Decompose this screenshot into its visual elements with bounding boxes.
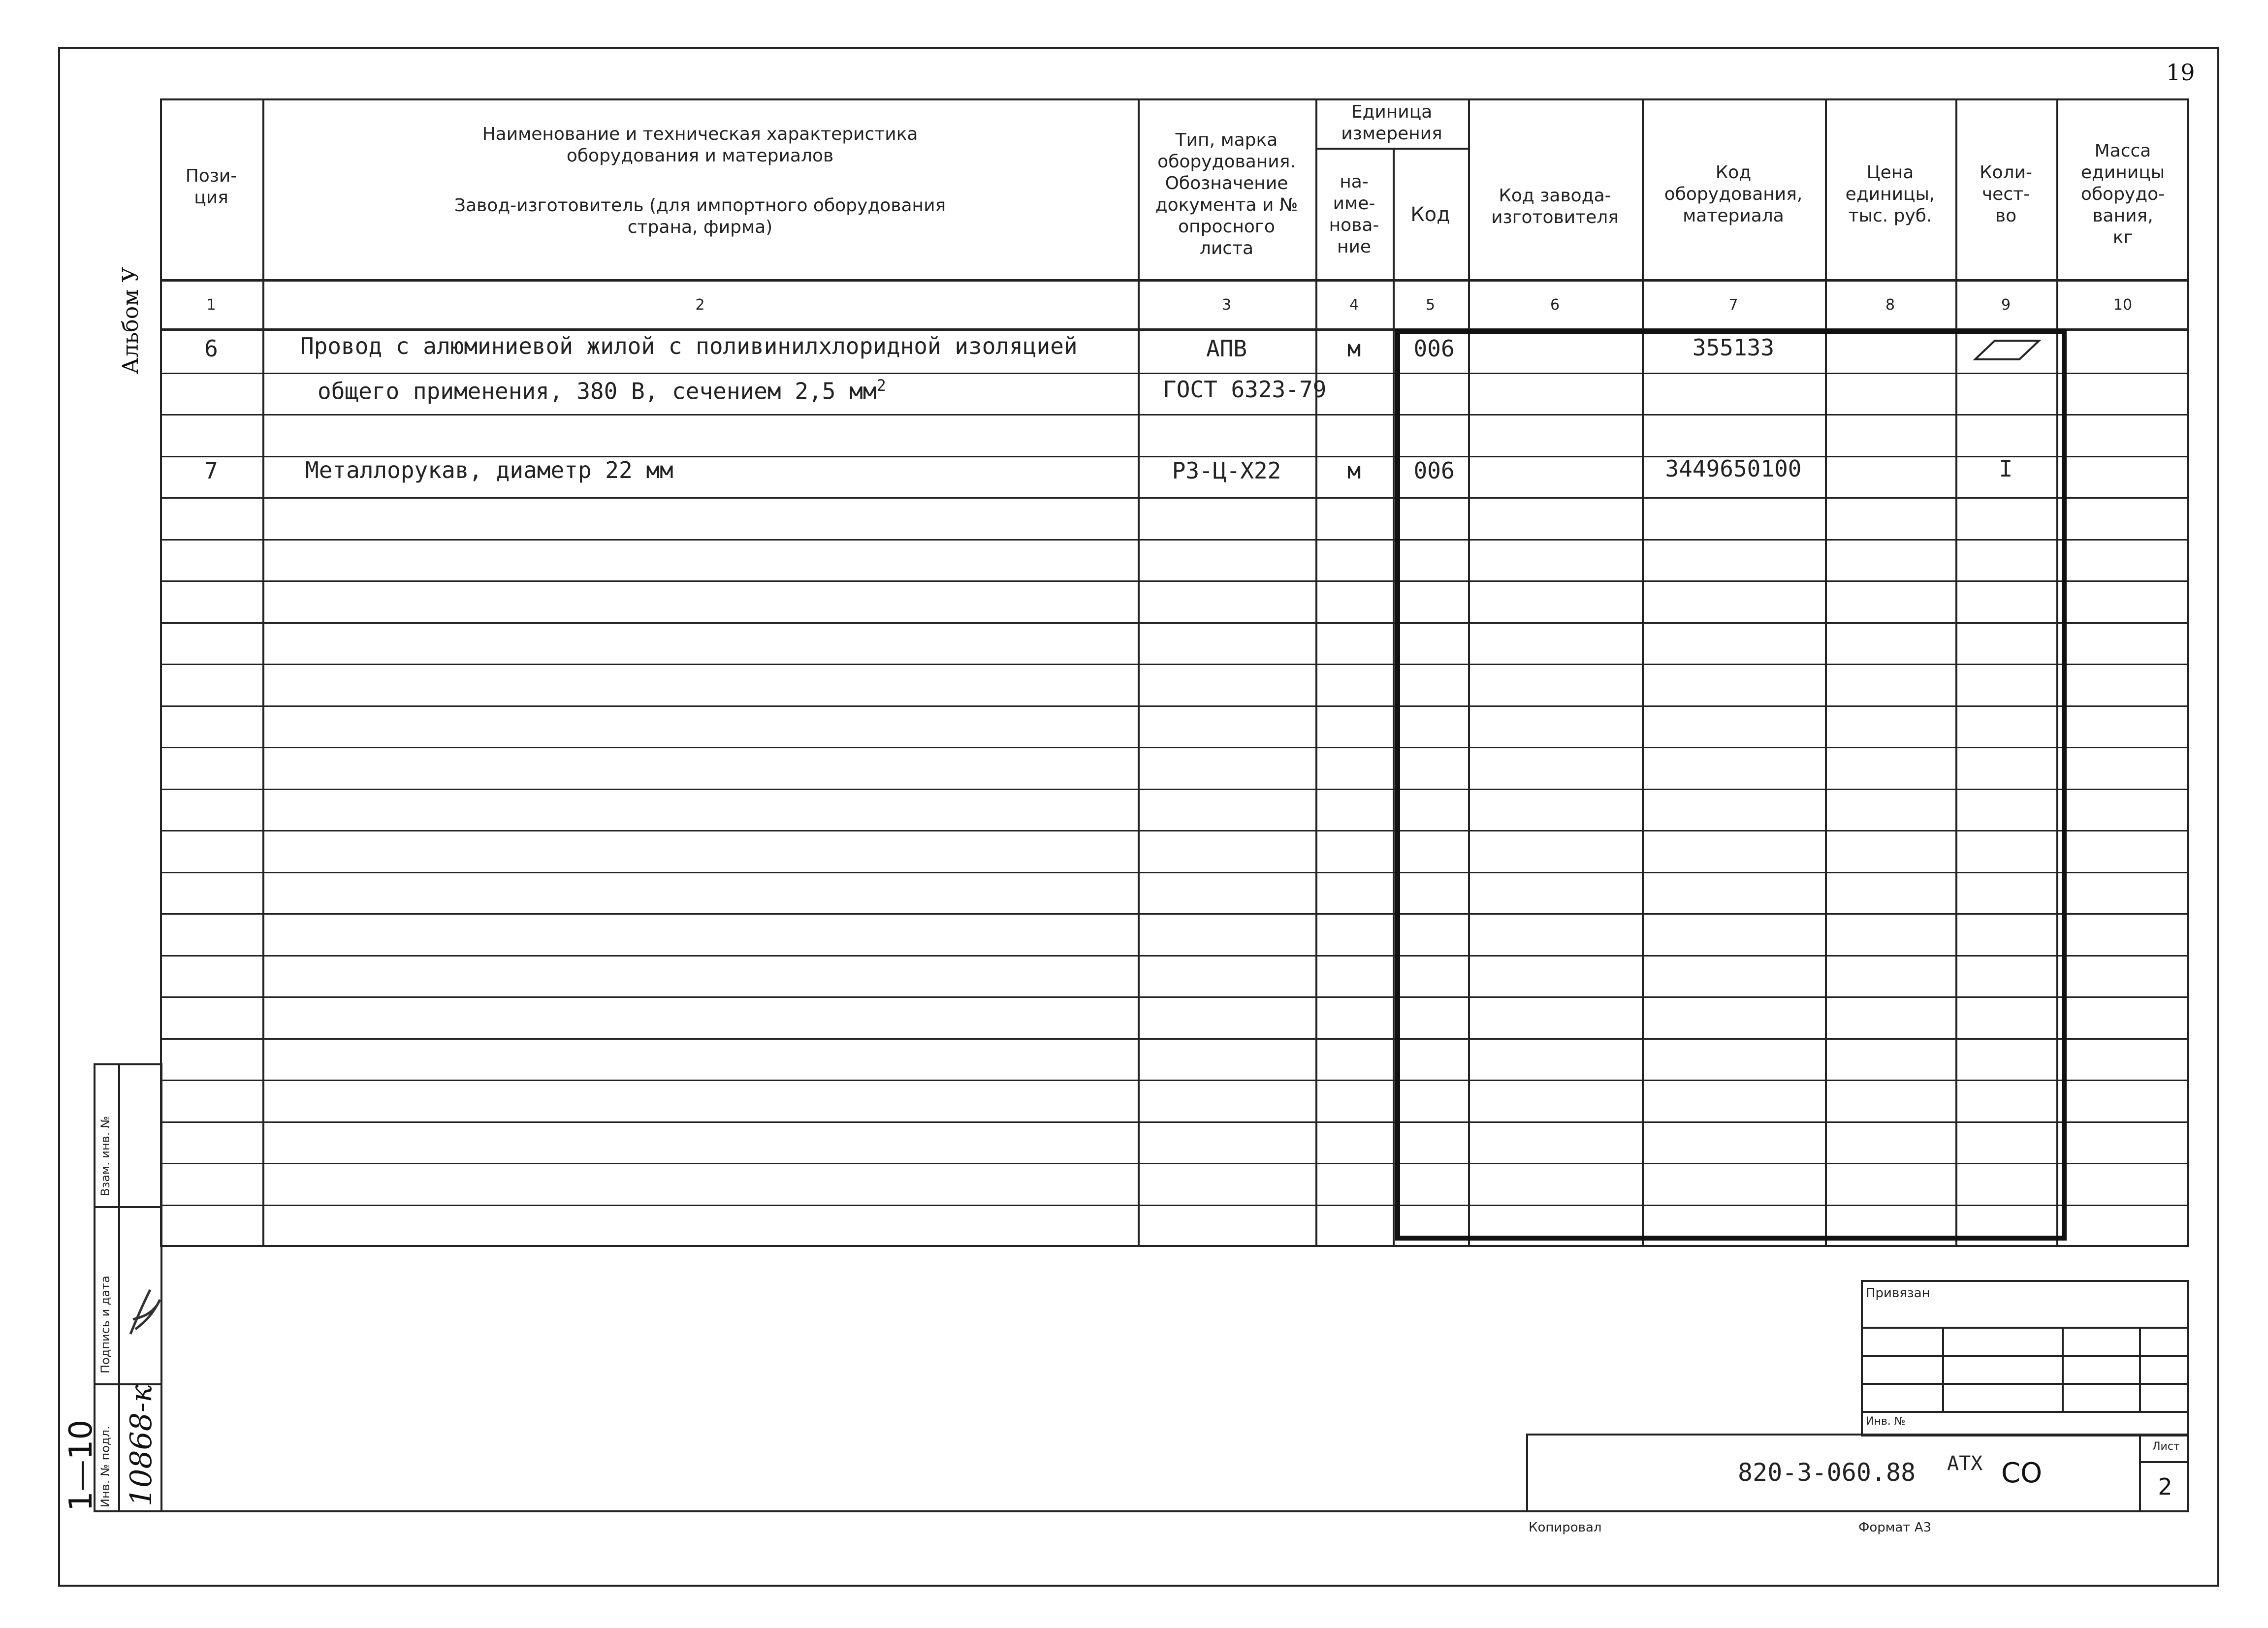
colnum-5: 5 bbox=[1425, 296, 1436, 314]
colnum-3: 3 bbox=[1221, 296, 1232, 314]
colnum-8: 8 bbox=[1885, 296, 1895, 314]
header-material-code-text: Код оборудования, материала bbox=[1664, 162, 1803, 226]
footer-format: Формат А3 bbox=[1858, 1520, 1932, 1535]
row2-name-superscript: 2 bbox=[876, 376, 886, 395]
signature-mark bbox=[121, 1280, 165, 1349]
side-stamp-divider bbox=[118, 1063, 120, 1512]
row3-material-code: 3449650100 bbox=[1665, 455, 1802, 482]
header-unit-code-text: Код bbox=[1410, 203, 1450, 226]
header-unit-group bbox=[1315, 98, 1468, 148]
header-type-text: Тип, марка оборудования. Обозначение документа и № опросного листа bbox=[1155, 130, 1298, 258]
sheet-number: 19 bbox=[2166, 59, 2195, 86]
colnum-9: 9 bbox=[2001, 296, 2011, 314]
header-quantity bbox=[1955, 138, 2056, 251]
header-unit-name-text: на- име- нова- ние bbox=[1329, 172, 1379, 257]
side-inv-label: Инв. № подл. bbox=[98, 1426, 112, 1507]
row3-quantity: I bbox=[1999, 455, 2013, 482]
privyazan-vsep-1 bbox=[1942, 1327, 1944, 1411]
side-sign-label: Подпись и дата bbox=[98, 1276, 112, 1373]
row1-code: 006 bbox=[1413, 335, 1455, 362]
row1-type: АПВ bbox=[1206, 335, 1247, 362]
header-quantity-text: Коли- чест- во bbox=[1980, 162, 2032, 226]
header-material-code bbox=[1642, 138, 1825, 251]
side-sheet-code: 1—10 bbox=[63, 1419, 99, 1511]
header-price bbox=[1825, 138, 1955, 251]
privyazan-label: Привязан bbox=[1866, 1286, 1930, 1301]
header-factory-code bbox=[1468, 148, 1642, 266]
row2-name-text: общего применения, 380 В, сечением 2,5 мм bbox=[318, 378, 877, 405]
header-name-1 bbox=[262, 118, 1138, 172]
row1-name: Провод с алюминиевой жилой с поливинилхлоридной изоляцией bbox=[300, 333, 1078, 359]
side-vzam-label: Взам. инв. № bbox=[98, 1116, 112, 1196]
header-name-text-1: Наименование и техническая характеристика оборудования и материалов bbox=[482, 124, 918, 166]
designation: 820-3-060.88 bbox=[1738, 1458, 1916, 1487]
unit-group-rule bbox=[1315, 148, 1468, 150]
side-inv-value: 10868-к bbox=[124, 1385, 159, 1506]
row3-position: 7 bbox=[204, 457, 218, 484]
colnum-7: 7 bbox=[1728, 296, 1738, 314]
colnum-2: 2 bbox=[695, 296, 705, 314]
col-sep-1 bbox=[262, 98, 264, 1247]
colnum-6: 6 bbox=[1550, 296, 1560, 314]
header-mass bbox=[2056, 113, 2189, 276]
list-value: 2 bbox=[2158, 1473, 2172, 1500]
quantity-mark bbox=[1955, 331, 2056, 366]
header-type bbox=[1138, 113, 1315, 276]
row3-code: 006 bbox=[1413, 457, 1455, 484]
header-unit-code bbox=[1393, 150, 1468, 279]
header-unit-name bbox=[1315, 150, 1393, 279]
footer-copied: Копировал bbox=[1529, 1520, 1602, 1535]
row3-unit: м bbox=[1347, 457, 1361, 484]
row1-position: 6 bbox=[204, 335, 218, 362]
header-position-text: Пози- ция bbox=[185, 166, 237, 208]
privyazan-vsep-2 bbox=[2062, 1327, 2064, 1411]
header-mass-text: Масса единицы оборудо- вания, кг bbox=[2080, 141, 2165, 248]
header-name-text-2: Завод-изготовитель (для импортного оборудования страна, фирма) bbox=[454, 195, 946, 237]
colnum-10: 10 bbox=[2113, 296, 2133, 314]
side-stamp-rule-1 bbox=[94, 1206, 162, 1208]
designation-suffix: АТХ bbox=[1947, 1452, 1983, 1475]
privyazan-vsep-3 bbox=[2139, 1327, 2141, 1411]
header-name-2 bbox=[262, 190, 1138, 244]
privyazan-rule-4 bbox=[1861, 1411, 2189, 1413]
row3-type: Р3-Ц-Х22 bbox=[1172, 457, 1281, 484]
colnum-4: 4 bbox=[1349, 296, 1359, 314]
list-label: Лист bbox=[2152, 1440, 2180, 1453]
header-price-text: Цена единицы, тыс. руб. bbox=[1845, 162, 1935, 226]
row1-material-code: 355133 bbox=[1692, 334, 1775, 361]
header-position bbox=[160, 148, 262, 226]
row2-name bbox=[318, 376, 886, 404]
designation-co: СО bbox=[2001, 1457, 2043, 1489]
colnum-1: 1 bbox=[206, 296, 216, 314]
inv-no-label: Инв. № bbox=[1866, 1415, 1906, 1428]
header-factory-code-text: Код завода- изготовителя bbox=[1491, 186, 1619, 227]
row2-type: ГОСТ 6323-79 bbox=[1163, 376, 1327, 403]
row1-unit: м bbox=[1347, 335, 1361, 362]
header-unit-group-text: Единица измерения bbox=[1341, 102, 1442, 144]
row3-name: Металлорукав, диаметр 22 мм bbox=[305, 457, 673, 483]
album-label: Альбом У bbox=[118, 266, 143, 374]
